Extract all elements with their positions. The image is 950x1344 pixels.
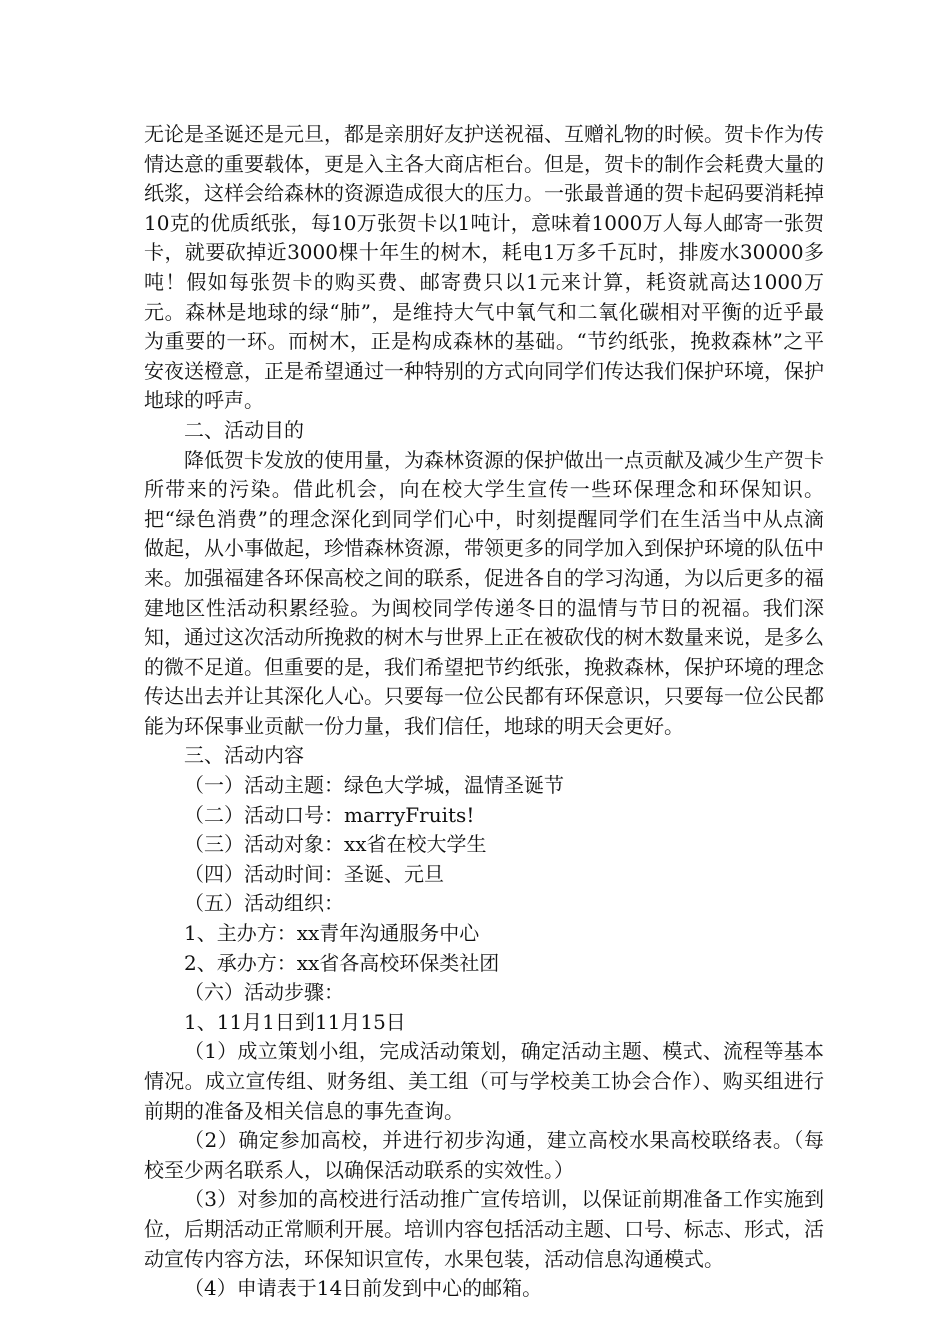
section-heading-purpose: 二、活动目的 bbox=[184, 417, 304, 442]
list-item-organizer: 2、承办方：xx省各高校环保类社团 bbox=[184, 950, 500, 975]
list-item-time: （四）活动时间：圣诞、元旦 bbox=[184, 861, 444, 886]
list-item-slogan: （二）活动口号：marryFruits! bbox=[184, 802, 475, 827]
list-item-organization: （五）活动组织： bbox=[184, 891, 344, 916]
document-body bbox=[144, 120, 824, 1304]
paragraph-step-1: （1）成立策划小组，完成活动策划，确定活动主题、模式、流程等基本情况。成立宣传组、财务组、美工组（可与学校美工协会合作）、购买组进行前期的准备及相关信息的事先查询。 bbox=[144, 1039, 824, 1123]
list-item-steps: （六）活动步骤： bbox=[184, 980, 344, 1005]
paragraph-purpose: 降低贺卡发放的使用量，为森林资源的保护做出一点贡献及减少生产贺卡所带来的污染。借此机会，向在校大学生宣传一些环保理念和环保知识。把“绿色消费”的理念深化到同学们心中，时刻提醒同学们在生活当中从点滴做起，从小事做起，珍惜森林资源，带领更多的同学加入到保护环境的队伍中来。加强福建各环保高校之间的联系，促进各自的学习沟通，为以后更多的福建地区性活动积累经验。为闽校同学传递冬日的温情与节日的祝福。我们深知，通过这次活动所挽救的树木与世界上正在被砍伐的树木数量来说，是多么的微不足道。但重要的是，我们希望把节约纸张，挽救森林，保护环境的理念传达出去并让其深化人心。只要每一位公民都有环保意识，只要每一位公民都能为环保事业贡献一份力量，我们信任，地球的明天会更好。 bbox=[144, 447, 824, 738]
section-heading-content: 三、活动内容 bbox=[184, 743, 304, 768]
paragraph-step-3: （3）对参加的高校进行活动推广宣传培训，以保证前期准备工作实施到位，后期活动正常顺利开展。培训内容包括活动主题、口号、标志、形式，活动宣传内容方法，环保知识宣传，水果包装，活动信息沟通模式。 bbox=[144, 1187, 824, 1271]
paragraph-step-4: （4）申请表于14日前发到中心的邮箱。 bbox=[184, 1276, 543, 1301]
list-item-step-date: 1、11月1日到11月15日 bbox=[184, 1009, 406, 1034]
list-item-host: 1、主办方：xx青年沟通服务中心 bbox=[184, 921, 480, 946]
paragraph-step-2: （2）确定参加高校，并进行初步沟通，建立高校水果高校联络表。（每校至少两名联系人，以确保活动联系的实效性。） bbox=[144, 1128, 824, 1182]
list-item-theme: （一）活动主题：绿色大学城，温情圣诞节 bbox=[184, 773, 564, 798]
paragraph-intro: 无论是圣诞还是元旦，都是亲朋好友护送祝福、互赠礼物的时候。贺卡作为传情达意的重要载体，更是入主各大商店柜台。但是，贺卡的制作会耗费大量的纸浆，这样会给森林的资源造成很大的压力。一张最普通的贺卡起码要消耗掉10克的优质纸张，每10万张贺卡以1吨计，意味着1000万人每人邮寄一张贺卡，就要砍掉近3000棵十年生的树木，耗电1万多千瓦时，排废水30000多吨！假如每张贺卡的购买费、邮寄费只以1元来计算，耗资就高达1000万元。森林是地球的绿“肺”，是维持大气中氧气和二氧化碳相对平衡的近乎最为重要的一环。而树木，正是构成森林的基础。“节约纸张，挽救森林”之平安夜送橙意，正是希望通过一种特别的方式向同学们传达我们保护环境，保护地球的呼声。 bbox=[144, 122, 824, 413]
list-item-audience: （三）活动对象：xx省在校大学生 bbox=[184, 832, 487, 857]
